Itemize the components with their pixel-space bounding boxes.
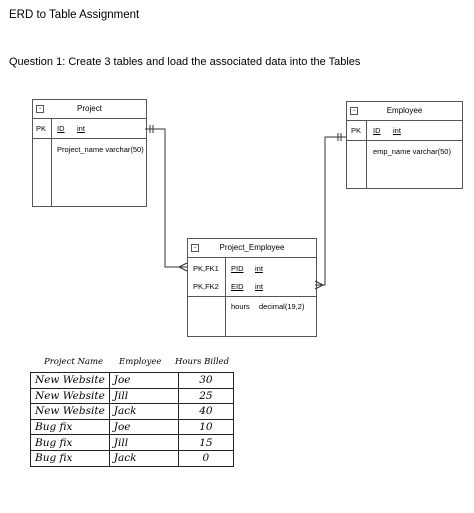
minimize-icon: −: [350, 107, 358, 115]
cell-employee: Joe: [109, 373, 178, 389]
project-pk-type: int: [77, 124, 85, 133]
header-hours-billed: Hours Billed: [175, 357, 230, 367]
eid-type: int: [255, 282, 263, 291]
table-row: [31, 419, 234, 435]
employee-pk-field: ID: [373, 126, 381, 135]
table-row: [31, 404, 234, 420]
cell-hours: 0: [178, 450, 233, 466]
table-row: [31, 435, 234, 451]
project-employee-entity-title: Project_Employee: [219, 243, 285, 252]
pid-type: int: [255, 264, 263, 273]
header-employee: Employee: [119, 357, 162, 367]
minimize-icon: −: [191, 244, 199, 252]
employee-entity-title: Employee: [386, 106, 423, 115]
project-name-attr: Project_name varchar(50): [57, 145, 144, 154]
cell-project: Bug fix: [31, 450, 110, 466]
pid-field: PID: [231, 264, 244, 273]
pk-label: PK: [36, 124, 47, 133]
cell-employee: Jill: [109, 435, 178, 451]
hours-type: decimal(19,2): [259, 302, 305, 311]
hours-attr: hours: [231, 302, 250, 311]
cell-employee: Jack: [109, 404, 178, 420]
cell-project: New Website: [31, 388, 110, 404]
pk-fk2-label: PK,FK2: [193, 282, 219, 291]
table-row: [31, 373, 234, 389]
pk-fk1-label: PK,FK1: [193, 264, 219, 273]
cell-employee: Joe: [109, 419, 178, 435]
employee-name-attr: emp_name varchar(50): [373, 147, 451, 156]
cell-hours: 40: [178, 404, 233, 420]
handwritten-data-table: [30, 372, 234, 467]
cell-hours: 30: [178, 373, 233, 389]
cell-project: Bug fix: [31, 435, 110, 451]
project-relationship-line: [145, 129, 187, 267]
document-title: ERD to Table Assignment: [9, 9, 140, 21]
question-text: Question 1: Create 3 tables and load the associated data into the Tables: [9, 56, 361, 68]
cell-project: New Website: [31, 373, 110, 389]
cell-project: New Website: [31, 404, 110, 420]
table-row: [31, 450, 234, 466]
table-row: [31, 388, 234, 404]
pk-label: PK: [351, 126, 362, 135]
cell-project: Bug fix: [31, 419, 110, 435]
cell-hours: 10: [178, 419, 233, 435]
header-project-name: Project Name: [44, 357, 104, 367]
minimize-icon: −: [36, 105, 44, 113]
cell-hours: 25: [178, 388, 233, 404]
project-entity-title: Project: [77, 104, 102, 113]
cell-hours: 15: [178, 435, 233, 451]
employee-pk-type: int: [393, 126, 401, 135]
cell-employee: Jill: [109, 388, 178, 404]
eid-field: EID: [231, 282, 244, 291]
employee-relationship-line: [315, 137, 346, 285]
cell-employee: Jack: [109, 450, 178, 466]
project-pk-field: ID: [57, 124, 65, 133]
